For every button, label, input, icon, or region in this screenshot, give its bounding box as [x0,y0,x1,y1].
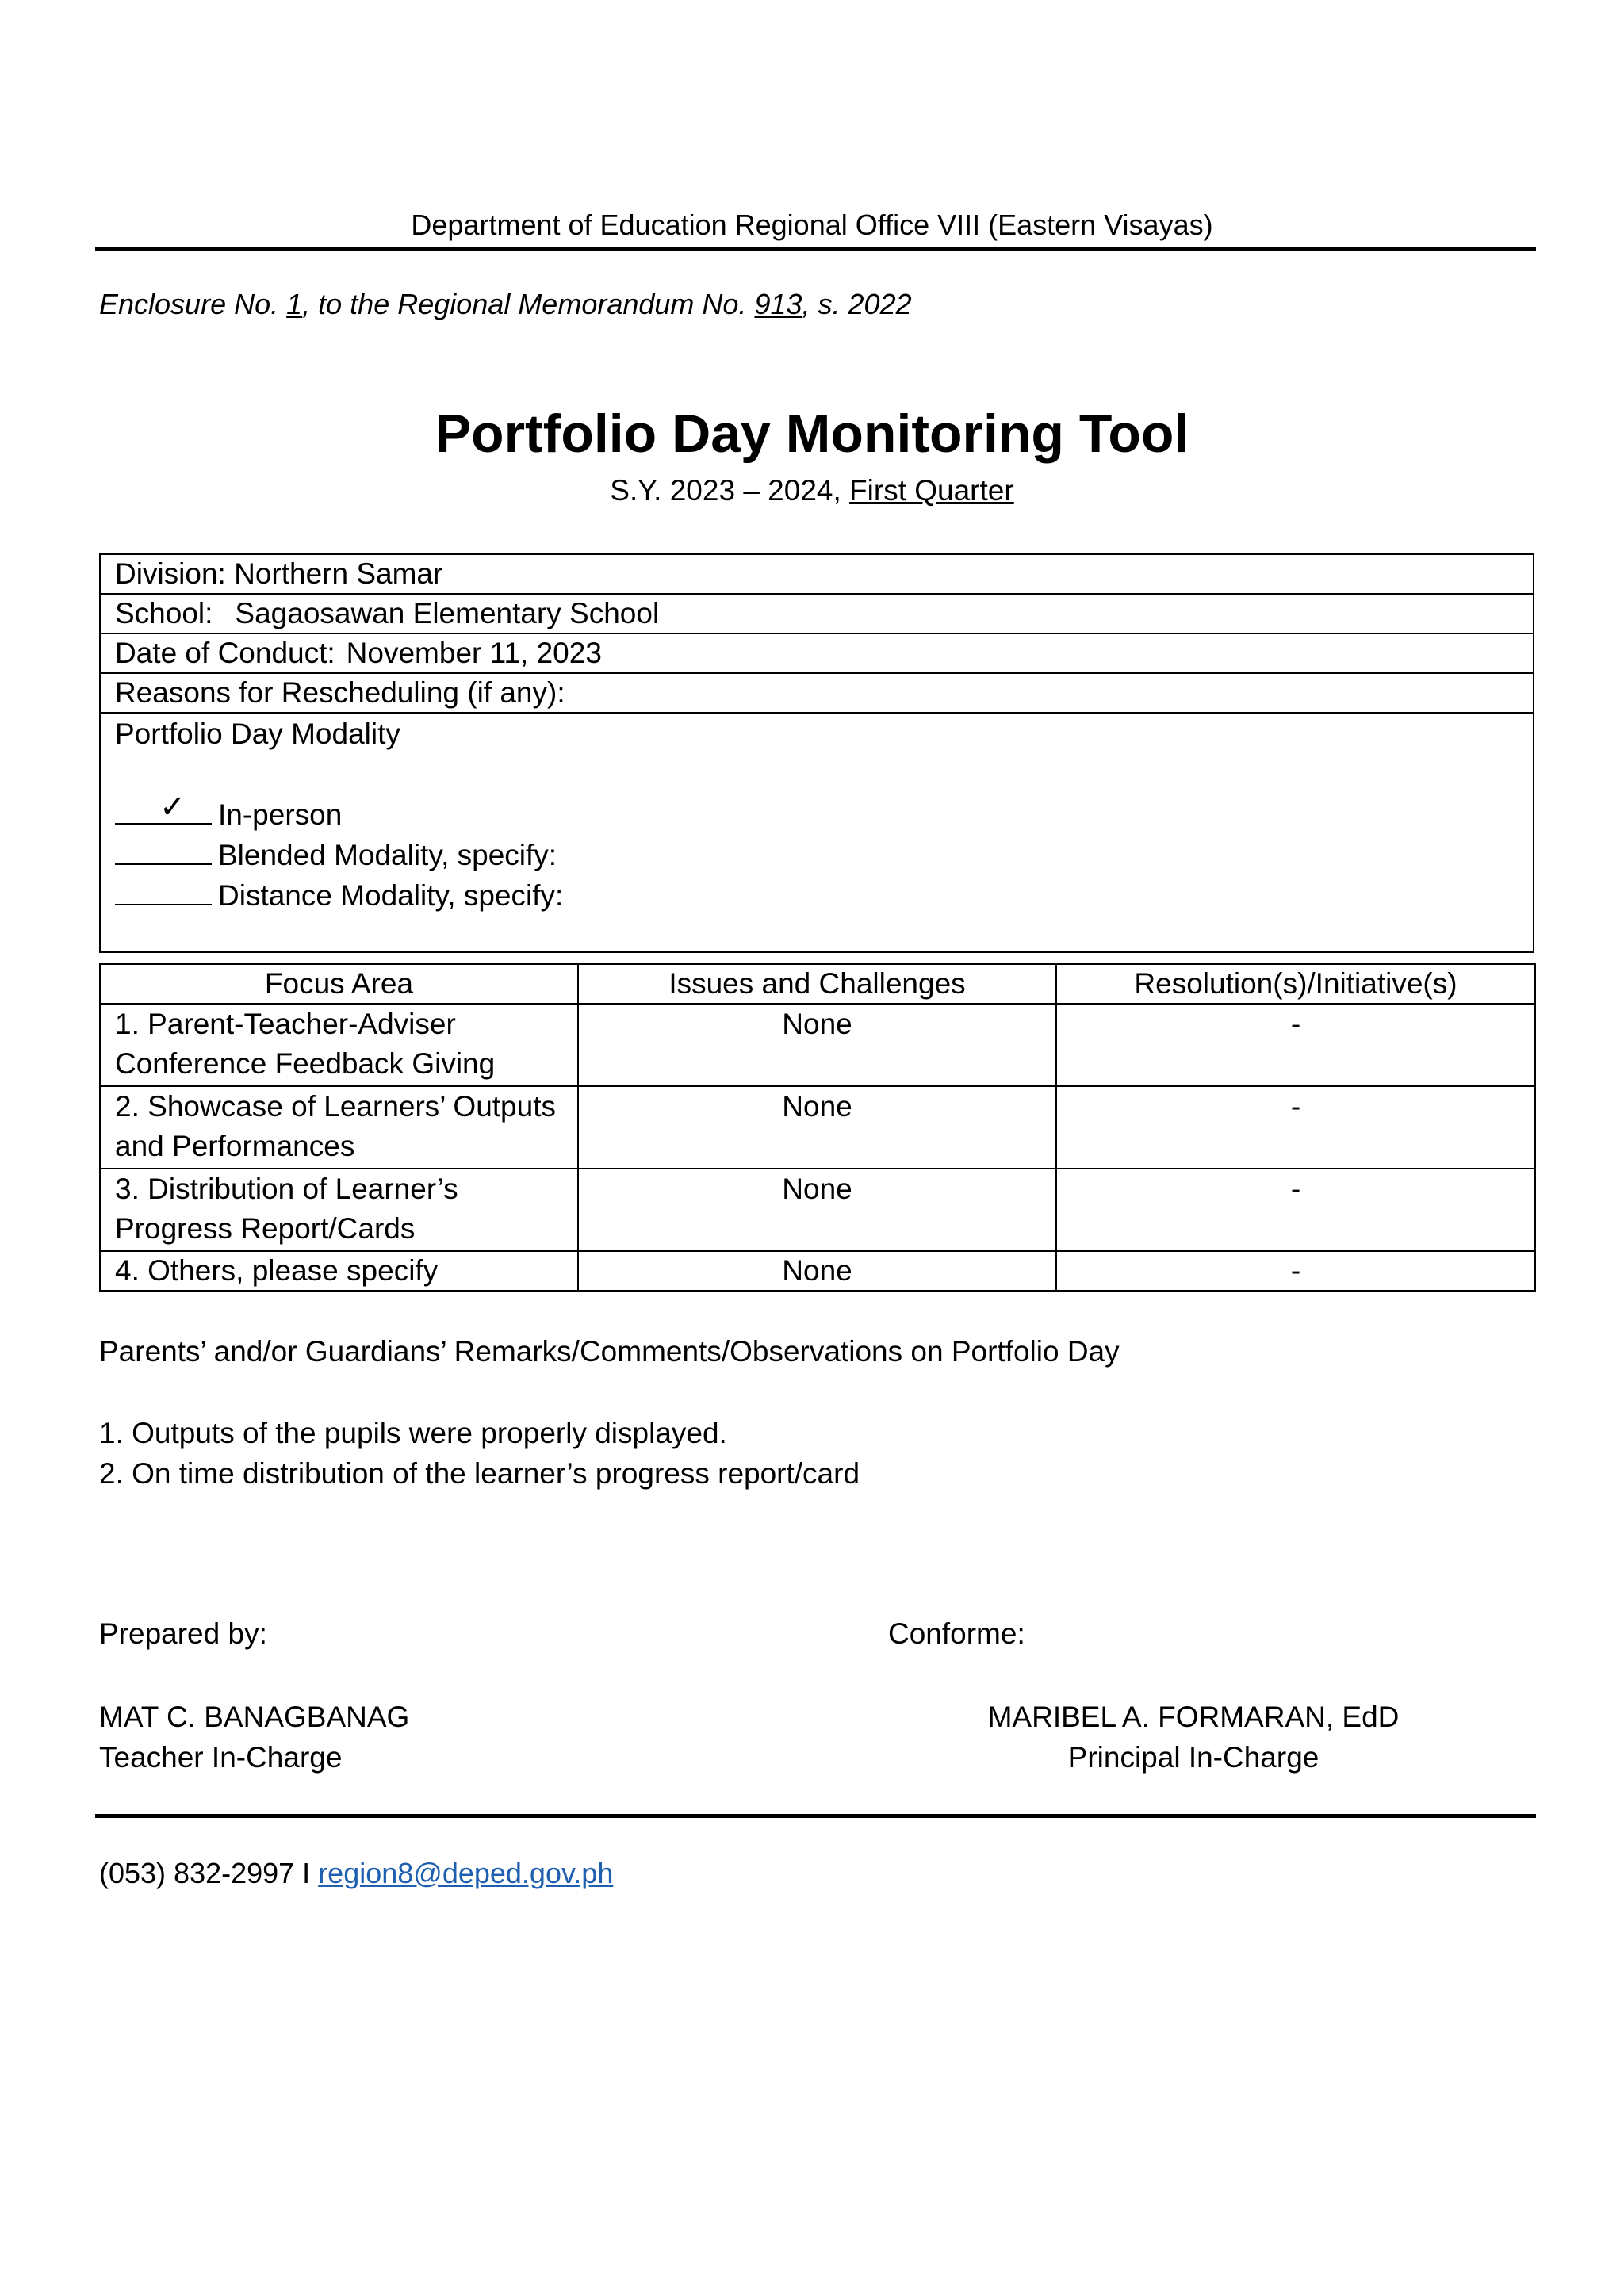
conforme-block [936,1697,1451,1777]
modality-label: Distance Modality, specify: [218,879,564,912]
table-row [100,1169,1535,1251]
header-office: Department of Education Regional Office VIII (Eastern Visayas) [411,209,1213,241]
footer-contact [99,1855,613,1892]
school-cell [100,594,1534,633]
resolution-cell: - [1056,1251,1535,1291]
document-title: Portfolio Day Monitoring Tool [435,404,1189,464]
focus-area-cell: 2. Showcase of Learners’ Outputs and Performances [100,1086,578,1169]
school-year: S.Y. 2023 – 2024, [610,474,850,507]
enclosure-suffix: , s. 2022 [802,288,912,320]
table-row [100,1251,1535,1291]
remarks-list [99,1413,860,1494]
remarks-title: Parents’ and/or Guardians’ Remarks/Comments/Observations on Portfolio Day [99,1335,1120,1368]
issues-cell: None [578,1004,1056,1086]
division-cell: Division: Northern Samar [100,554,1534,594]
checkbox-blank[interactable] [115,836,212,865]
column-header: Focus Area [100,964,578,1004]
checkmark-icon: ✓ [159,790,186,825]
prepared-by-name: MAT C. BANAGBANAG [99,1701,410,1733]
prepared-by-label: Prepared by: [99,1617,267,1650]
conforme-label: Conforme: [888,1617,1025,1650]
info-table [99,553,1534,953]
enclosure-middle: , to the Regional Memorandum No. [302,288,755,320]
prepared-by-role: Teacher In-Charge [99,1741,343,1774]
footer-rule [95,1814,1536,1818]
quarter: First Quarter [849,474,1014,507]
resolution-cell: - [1056,1169,1535,1251]
enclosure-line [99,287,912,322]
resolution-cell: - [1056,1004,1535,1086]
prepared-by-block [99,1697,409,1777]
focus-area-table [99,963,1536,1292]
focus-area-cell: 3. Distribution of Learner’s Progress Report/Cards [100,1169,578,1251]
table-row [100,1004,1535,1086]
list-item: 1. Outputs of the pupils were properly displayed. [99,1417,727,1449]
checkbox-blank[interactable] [115,790,212,825]
header-rule [95,247,1536,251]
school-label: School: [115,597,213,629]
conforme-name: MARIBEL A. FORMARAN, EdD [987,1701,1400,1733]
conforme-role: Principal In-Charge [1067,1741,1320,1774]
issues-cell: None [578,1169,1056,1251]
resolution-cell: - [1056,1086,1535,1169]
modality-option [115,875,1533,916]
modality-option [115,790,1533,835]
table-row [100,1086,1535,1169]
checkbox-blank[interactable] [115,877,212,905]
date-value: November 11, 2023 [346,637,602,669]
enclosure-number: 1 [286,288,303,320]
reasons-cell: Reasons for Rescheduling (if any): [100,673,1534,713]
table-header-row [100,964,1535,1004]
modality-option [115,835,1533,875]
modality-label: Blended Modality, specify: [218,839,557,871]
date-cell [100,633,1534,673]
modality-cell [100,713,1534,952]
focus-area-cell: 1. Parent-Teacher-Adviser Conference Feedback Giving [100,1004,578,1086]
issues-cell: None [578,1086,1056,1169]
memo-number: 913 [754,288,802,320]
modality-label: In-person [218,798,343,831]
issues-cell: None [578,1251,1056,1291]
list-item: 2. On time distribution of the learner’s progress report/card [99,1457,860,1490]
school-value: Sagaosawan Elementary School [235,597,660,629]
footer-phone: (053) 832-2997 I [99,1857,319,1889]
modality-title: Portfolio Day Modality [115,718,400,750]
email-link[interactable]: region8@deped.gov.ph [318,1857,614,1889]
document-subtitle [0,473,1624,509]
column-header: Issues and Challenges [578,964,1056,1004]
enclosure-prefix: Enclosure No. [99,288,287,320]
column-header: Resolution(s)/Initiative(s) [1056,964,1535,1004]
focus-area-cell: 4. Others, please specify [100,1251,578,1291]
date-label: Date of Conduct: [115,637,335,669]
